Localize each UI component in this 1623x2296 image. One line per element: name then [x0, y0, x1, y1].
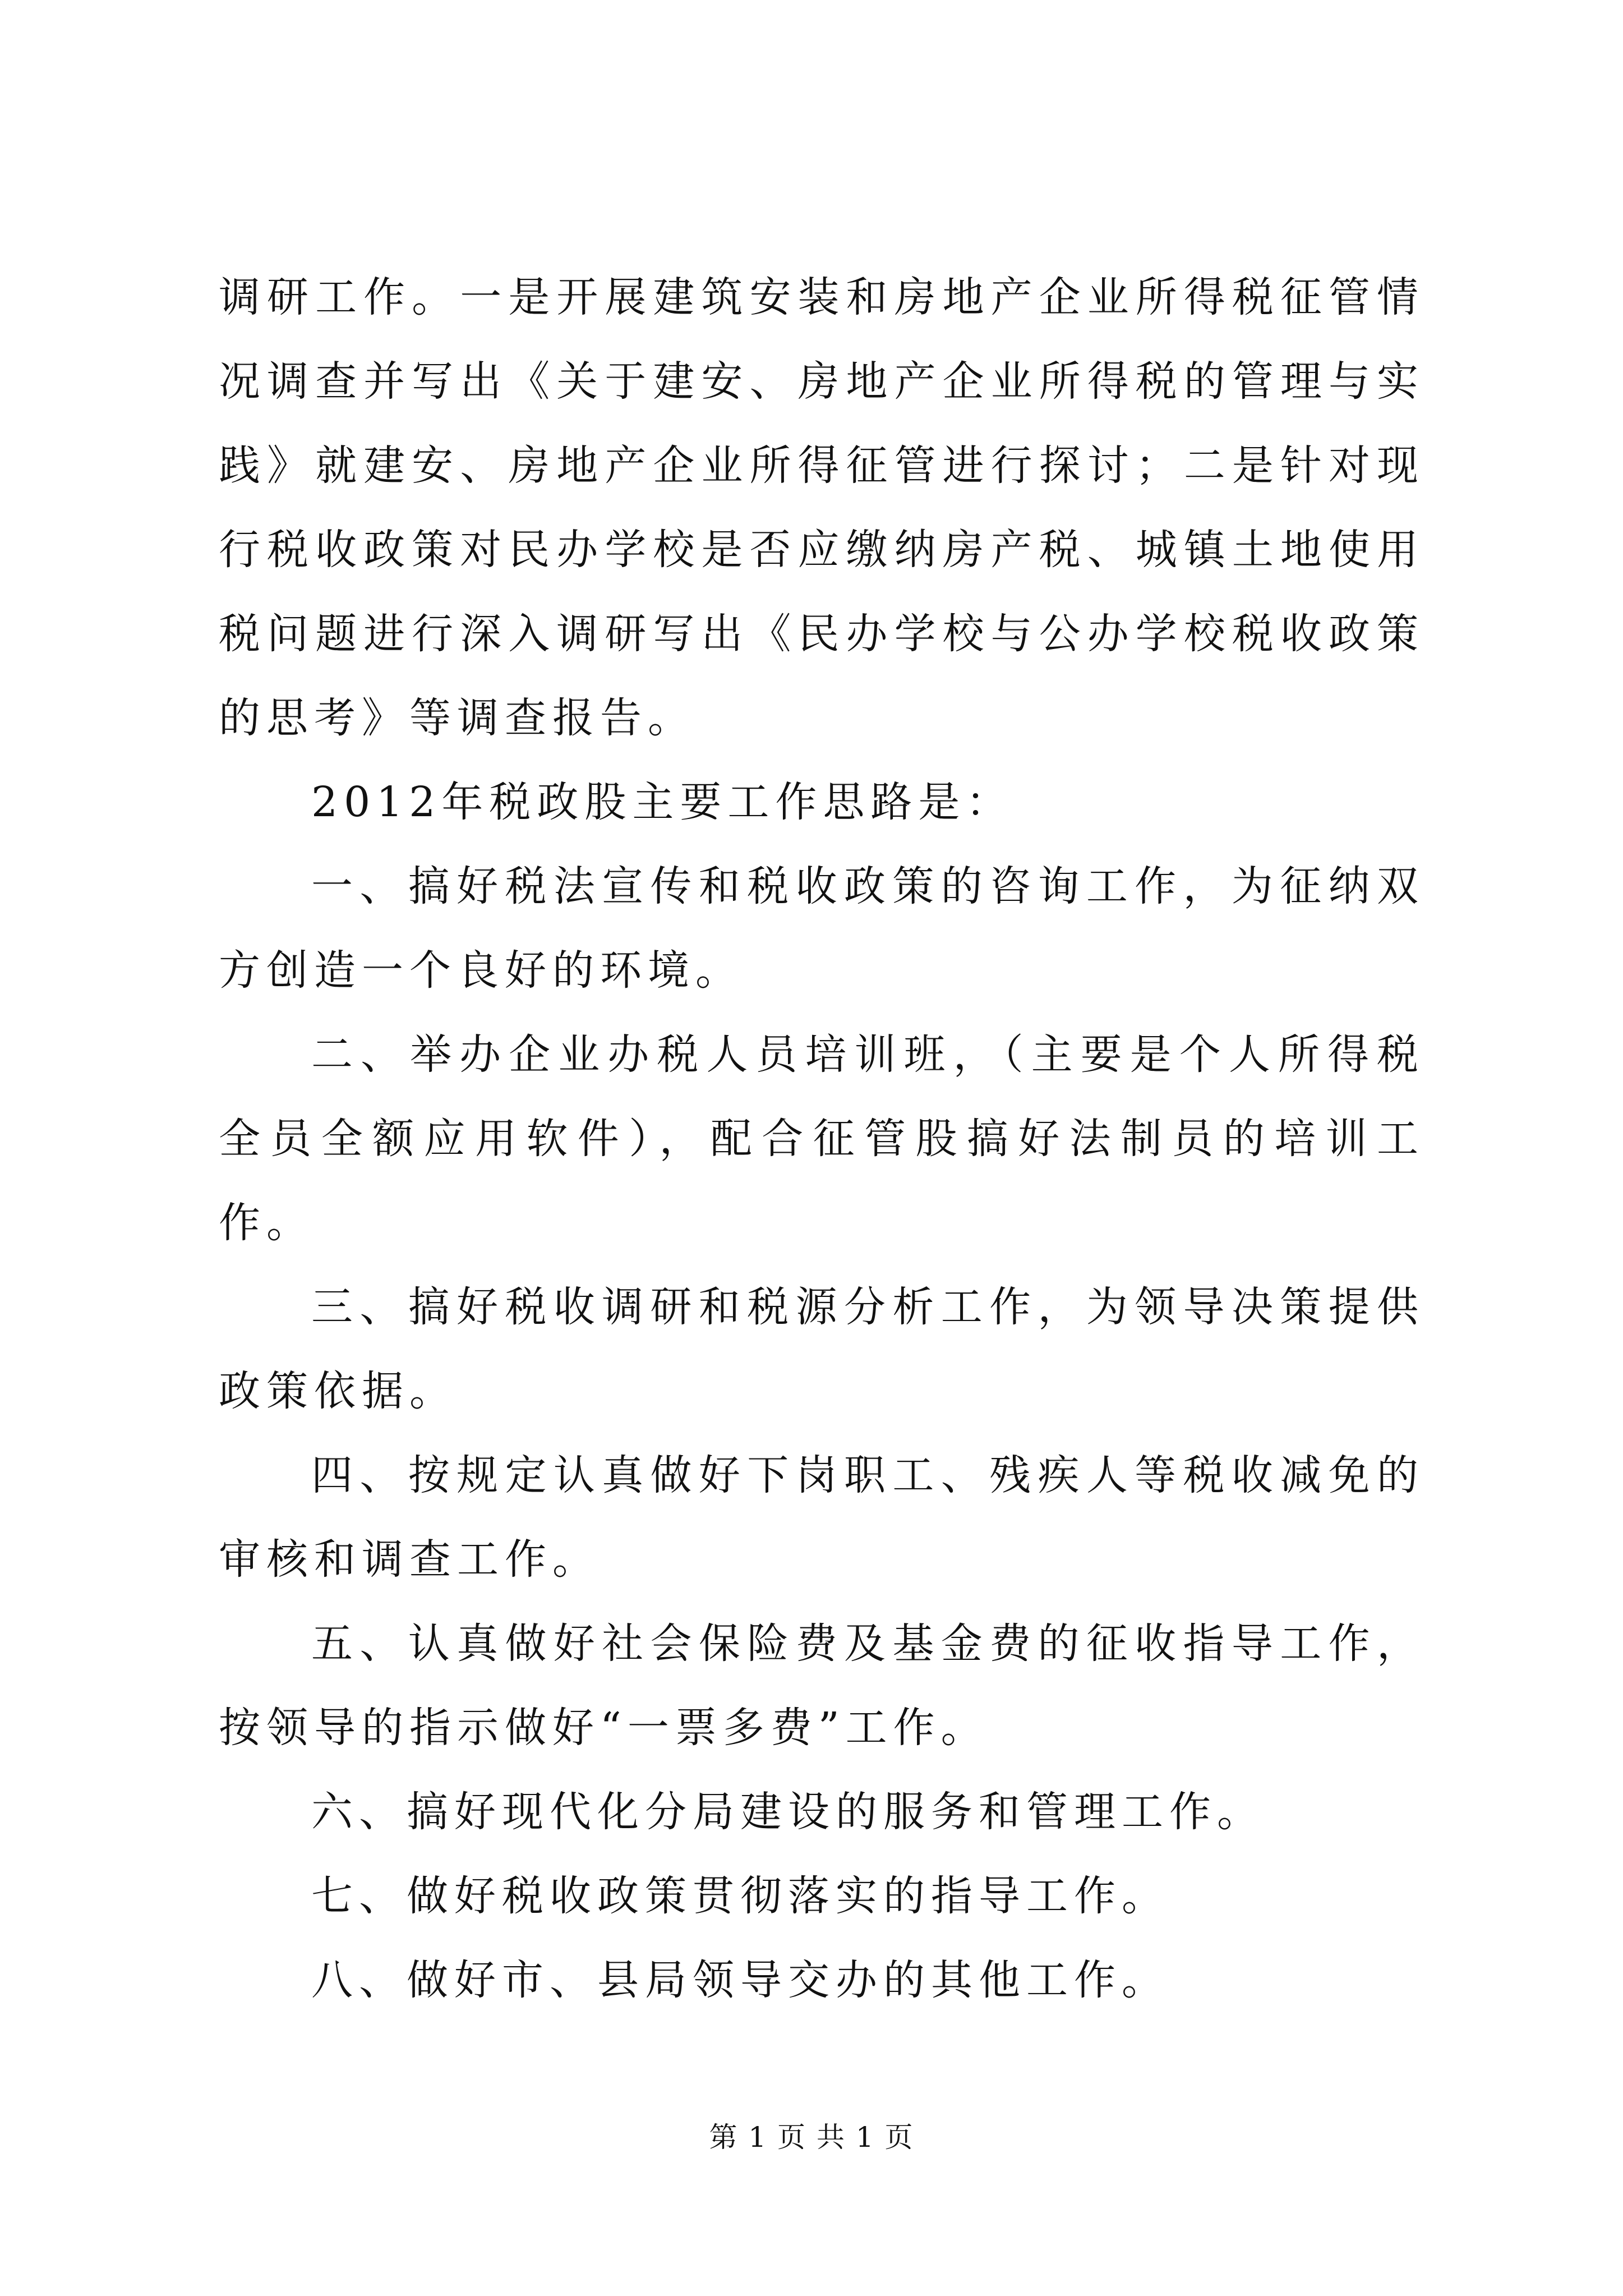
paragraph-item-2: 二、举办企业办税人员培训班，（主要是个人所得税全员全额应用软件），配合征管股搞好法制员的培训工作。 [219, 1030, 1424, 1247]
paragraph-item-5: 五、认真做好社会保险费及基金费的征收指导工作，按领导的指示做好“一票多费”工作。 [219, 1619, 1424, 1752]
paragraph-item-7: 七、做好税收政策贯彻落实的指导工作。 [311, 1872, 1169, 1920]
paragraph-item-4: 四、按规定认真做好下岗职工、残疾人等税收减免的审核和调查工作。 [219, 1451, 1424, 1584]
paragraph-research-work: 调研工作。一是开展建筑安装和房地产企业所得税征管情况调查并写出《关于建安、房地产企业所得税的管理与实践》就建安、房地产企业所得征管进行探讨；二是针对现行税收政策对民办学校是否应缴纳房产税、城镇土地使用税问题进行深入调研写出《民办学校与公办学校税收政策的思考》等调查报告。 [219, 273, 1424, 742]
paragraph-item-6: 六、搞好现代化分局建设的服务和管理工作。 [311, 1788, 1265, 1836]
paragraph-item-1: 一、搞好税法宣传和税收政策的咨询工作，为征纳双方创造一个良好的环境。 [219, 862, 1424, 995]
document-body [219, 255, 1424, 2022]
paragraph-item-3: 三、搞好税收调研和税源分析工作，为领导决策提供政策依据。 [219, 1283, 1424, 1415]
paragraph-item-8: 八、做好市、县局领导交办的其他工作。 [311, 1956, 1169, 2004]
paragraph-2012-work-plan-heading: 2012年税政股主要工作思路是： [311, 778, 1014, 826]
page-number-footer: 第 1 页 共 1 页 [709, 2121, 914, 2154]
